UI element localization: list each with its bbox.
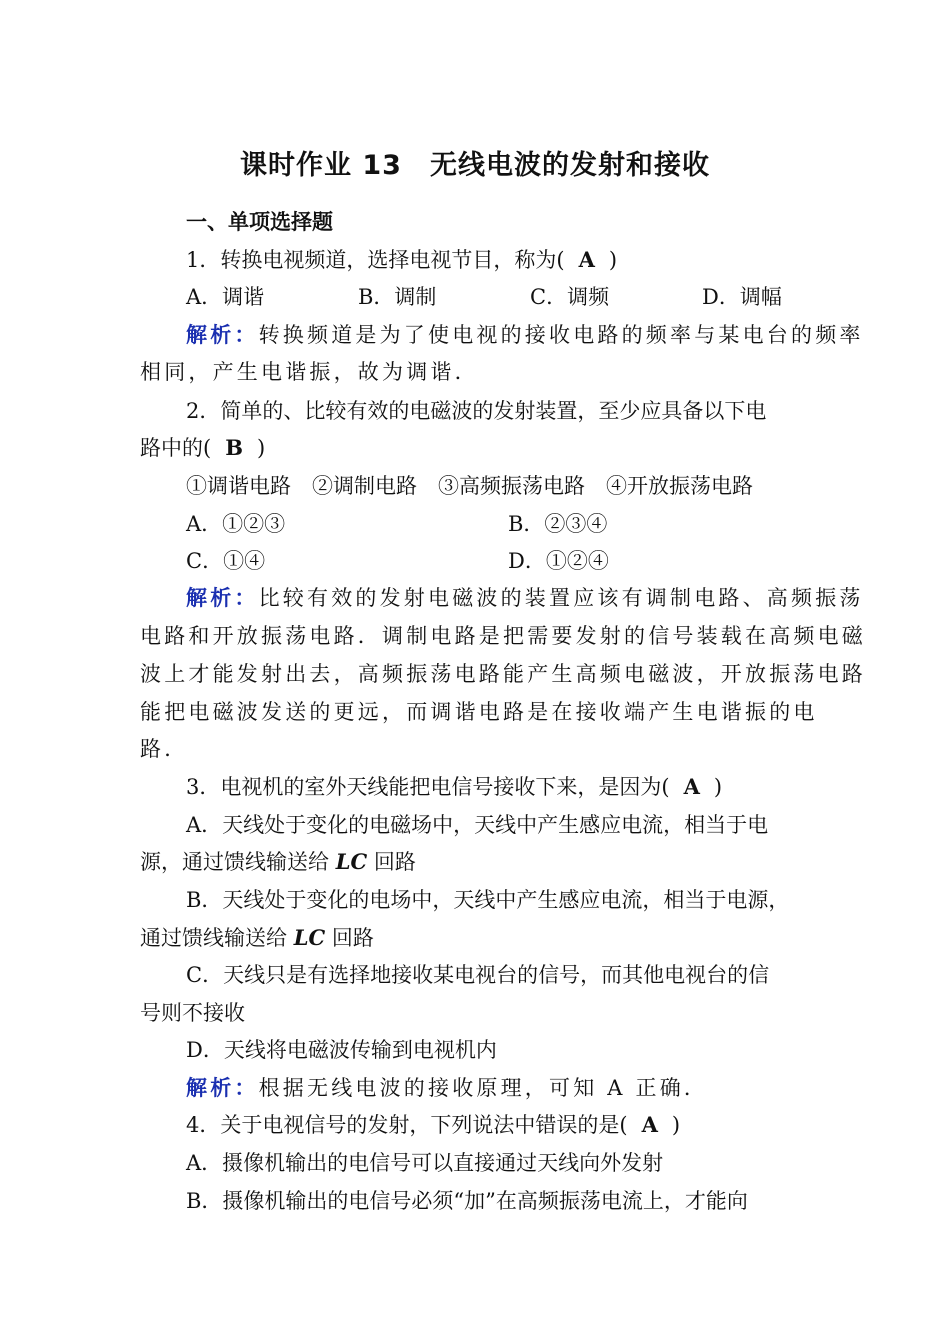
question-3-option-a-cont: [140, 847, 416, 877]
question-3-option-c: C．天线只是有选择地接收某电视台的信号，而其他电视台的信: [186, 963, 770, 987]
analysis-label: 解析：: [186, 1075, 259, 1100]
question-1-option-b: B．调制: [358, 285, 437, 309]
question-2-option-c: C．①④: [186, 549, 266, 573]
question-4-stem: [186, 1110, 680, 1140]
question-2-stem: 2．简单的、比较有效的电磁波的发射装置，至少应具备以下电: [186, 399, 767, 423]
question-1-option-c: C．调频: [530, 285, 610, 309]
question-3-analysis: [186, 1073, 708, 1103]
question-1-close: ): [608, 248, 618, 272]
question-3-option-a: A．天线处于变化的电磁场中，天线中产生感应电流，相当于电: [186, 813, 769, 837]
question-4-answer: A: [641, 1112, 658, 1137]
question-2-text: 路中的(: [140, 436, 212, 460]
question-2-option-d: D．①②④: [508, 549, 609, 573]
question-2-analysis: [186, 583, 864, 613]
question-4-option-a: A．摄像机输出的电信号可以直接通过天线向外发射: [186, 1151, 664, 1175]
question-2-stem-cont: [140, 433, 265, 463]
question-1-option-a: A．调谐: [186, 285, 265, 309]
question-1-answer: A: [578, 247, 595, 272]
analysis-label: 解析：: [186, 585, 259, 610]
question-3-text: 3．电视机的室外天线能把电信号接收下来，是因为(: [186, 775, 670, 799]
page-title: 课时作业 13 无线电波的发射和接收: [240, 150, 710, 181]
question-2-answer: B: [225, 435, 243, 460]
question-2-option-b: B．②③④: [508, 512, 608, 536]
analysis-text: 转换频道是为了使电视的接收电路的频率与某电台的频率: [258, 323, 864, 347]
question-2-items: ①调谐电路 ②调制电路 ③高频振荡电路 ④开放振荡电路: [186, 474, 753, 498]
analysis-label: 解析：: [186, 322, 259, 347]
question-1-option-d: D．调幅: [702, 285, 782, 309]
question-2-analysis-cont: 路．: [140, 737, 189, 761]
question-2-analysis-cont: 波上才能发射出去，高频振荡电路能产生高频电磁波，开放振荡电路: [140, 662, 866, 686]
question-2-option-a: A．①②③: [186, 512, 286, 536]
analysis-text: 根据无线电波的接收原理，可知 A 正确．: [258, 1076, 709, 1100]
question-1-analysis-cont: 相同，产生电谐振，故为调谐．: [140, 360, 479, 384]
question-3-close: ): [713, 775, 723, 799]
question-4-text: 4．关于电视信号的发射，下列说法中错误的是(: [186, 1113, 628, 1137]
analysis-text: 比较有效的发射电磁波的装置应该有调制电路、高频振荡: [258, 586, 864, 610]
section-heading: 一、单项选择题: [186, 210, 333, 234]
question-1-stem: [186, 245, 617, 275]
option-text: 回路: [367, 850, 416, 874]
question-3-answer: A: [683, 774, 700, 799]
question-2-analysis-cont: 能把电磁波发送的更远，而调谐电路是在接收端产生电谐振的电: [140, 700, 818, 724]
lc-symbol: LC: [293, 925, 326, 950]
question-3-option-d: D．天线将电磁波传输到电视机内: [186, 1038, 497, 1062]
question-3-option-c-cont: 号则不接收: [140, 1001, 245, 1025]
question-2-analysis-cont: 电路和开放振荡电路．调制电路是把需要发射的信号装载在高频电磁: [140, 624, 866, 648]
question-4-close: ): [671, 1113, 681, 1137]
question-4-option-b: B．摄像机输出的电信号必须“加”在高频振荡电流上，才能向: [186, 1189, 748, 1213]
option-text: 回路: [325, 926, 374, 950]
question-3-option-b-cont: [140, 923, 374, 953]
question-2-close: ): [256, 436, 266, 460]
question-3-stem: [186, 772, 722, 802]
question-1-analysis: [186, 320, 864, 350]
option-text: 源，通过馈线输送给: [140, 850, 336, 874]
question-3-option-b: B．天线处于变化的电场中，天线中产生感应电流，相当于电源，: [186, 888, 790, 912]
option-text: 通过馈线输送给: [140, 926, 294, 950]
lc-symbol: LC: [335, 849, 368, 874]
question-1-text: 1．转换电视频道，选择电视节目，称为(: [186, 248, 565, 272]
